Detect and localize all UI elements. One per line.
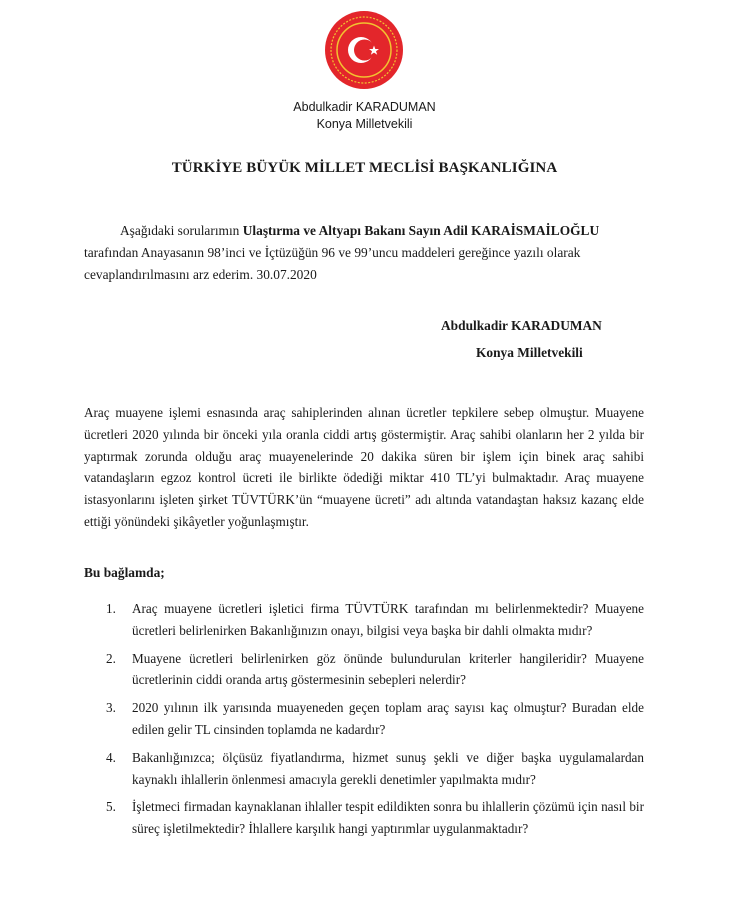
signature-title: Konya Milletvekili [476,345,583,360]
document-heading: TÜRKİYE BÜYÜK MİLLET MECLİSİ BAŞKANLIĞINA [171,160,558,176]
question-text: Araç muayene ücretleri işletici firma TÜVTÜRK tarafından mı belirlenmektedir? Muayene ücretleri belirlenirken Bakanlığınızın onayı, bilgisi veya başka bir dahli olmakta mıdır? [132,601,644,638]
question-number: 5. [106,799,116,815]
question-item [84,747,644,791]
question-number: 2. [106,650,116,666]
intro-part-2: tarafından Anayasanın 98’inci ve İçtüzüğün 96 ve 99’uncu maddeleri gereğince yazılı olarak cevaplandırılmasını arz ederim. 30.07.2020 [84,245,581,282]
question-text: İşletmeci firmadan kaynaklanan ihlaller tespit edildikten sonra bu ihlallerin çözümü için nasıl bir süreç işletilmektedir? İhlallere karşılık hangi yaptırımlar uygulanmaktadır? [132,799,644,837]
body-paragraph [84,402,644,533]
body-text: Araç muayene işlemi esnasında araç sahiplerinden alınan ücretler tepkilere sebep olmuştur. Muayene ücretleri 2020 yılında bir önceki yıla oranla ciddi artış göstermiştir. Araç sahibi olanların her 2 yılda bir yaptırmak zorunda olduğu araç muayenelerinde 20 dakika süren bir işlem için binek araç sahibi vatandaşların egzoz kontrol ücreti ile birlikte ödediği miktar 410 TL’yi bulmaktadır. Araç muayene istasyonlarını işleten şirket TÜVTÜRK’ün “muayene ücreti” adı altında vatandaştan haksız kazanç elde ettiği yönündeki şikâyetler yoğunlaşmıştır. [84,405,644,529]
question-text: Bakanlığınızca; ölçüsüz fiyatlandırma, hizmet sunuş şekli ve diğer başka uygulamalardan kaynaklı ihlallerin önlenmesi amacıyla gerekli denetimler yapılmakta mıdır? [132,749,644,787]
signature-name: Abdulkadir KARADUMAN [441,318,602,333]
sender-name: Abdulkadir KARADUMAN [293,100,436,114]
intro-part-1: Aşağıdaki sorularımın [120,223,243,238]
question-item [84,598,644,642]
subheading: Bu bağlamda; [84,565,165,580]
question-item [84,796,644,840]
tbmm-emblem-icon [324,10,404,90]
sender-title: Konya Milletvekili [316,117,413,131]
question-text: 2020 yılının ilk yarısında muayeneden geçen toplam araç sayısı kaç olmuştur? Buradan elde edilen gelir TL cinsinden toplamda ne kadardır? [132,700,644,737]
intro-minister: Ulaştırma ve Altyapı Bakanı Sayın Adil KARAİSMAİLOĞLU [242,223,600,238]
question-text: Muayene ücretleri belirlenirken göz önünde bulundurulan kriterler hangileridir? Muayene ücretlerinin ciddi oranda artış göstermesinin sebepleri nelerdir? [132,650,644,688]
intro-paragraph [84,220,644,286]
question-list [84,598,644,846]
question-item [84,697,644,741]
question-number: 3. [106,700,116,716]
question-number: 4. [106,749,116,765]
question-item [84,648,644,692]
question-number: 1. [106,601,116,616]
